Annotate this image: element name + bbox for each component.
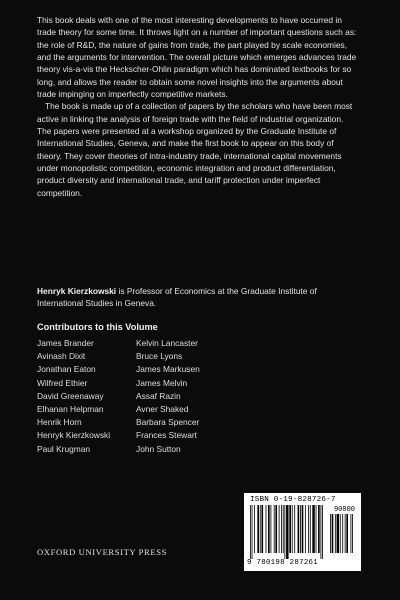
contributor-name: Henrik Horn	[37, 417, 82, 428]
author-description: is Professor of Economics at the Graduate Institute of International Studies in Geneva.	[37, 286, 317, 309]
contributors-heading: Contributors to this Volume	[37, 322, 158, 332]
contributor-name: Henryk Kierzkowski	[37, 430, 111, 441]
publisher-name: OXFORD UNIVERSITY PRESS	[37, 547, 167, 557]
contributor-name: Kelvin Lancaster	[136, 338, 198, 348]
contributor-name: Assaf Razin	[136, 390, 181, 401]
isbn-barcode	[244, 493, 361, 571]
author-name: Henryk Kierzkowski	[37, 286, 117, 296]
ean-barcode-bars	[250, 505, 328, 559]
contributor-name: Barbara Spencer	[136, 417, 200, 428]
contributor-name: Avner Shaked	[136, 404, 189, 415]
contributor-name: Bruce Lyons	[136, 351, 183, 362]
ean-digits: 9 780198 287261	[247, 559, 319, 567]
description-paragraph-1: This book deals with one of the most interesting developments to have occurred in trade theory for some time. It throws light on a number of important questions such as: the role of R&D, the nature of gains from trade, the part played by scale economies, and the arguments for intervention. The overall picture which emerges advances trade theory vis-a-vis the Heckscher-Ohlin paradigm which has dominated textbooks for so long, and allows the reader to obtain some novel insights into the arguments about trade impinging on imperfectly competitive markets.	[37, 15, 357, 100]
contributor-name: Frances Stewart	[136, 430, 197, 441]
contributor-name: Wilfred Ethier	[37, 377, 88, 388]
author-bio	[37, 285, 359, 310]
contributor-name: Paul Krugman	[37, 443, 91, 454]
contributor-name: James Brander	[37, 338, 94, 348]
price-code: 90000	[333, 506, 355, 514]
addon-barcode-bars	[330, 514, 356, 559]
contributor-name: Jonathan Eaton	[37, 364, 96, 375]
contributor-name: Elhanan Helpman	[37, 404, 104, 415]
contributor-name: James Melvin	[136, 377, 188, 388]
contributor-name: James Markusen	[136, 364, 200, 375]
contributors-column-left	[37, 337, 110, 456]
contributors-column-right	[136, 337, 200, 456]
contributor-name: John Sutton	[136, 443, 181, 454]
description-paragraph-2: The book is made up of a collection of papers by the scholars who have been most active in linking the analysis of foreign trade with the field of industrial organization. The papers were presented at a workshop organized by the Graduate Institute of International Studies, Geneva, and make the first book to appear on this body of theory. They cover theories of intra-industry trade, international capital movements under monopolistic competition, economic integration and product differentiation, product diversity and international trade, and tariff protection under imperfect competition.	[37, 101, 353, 198]
contributor-name: Avinash Dixit	[37, 351, 86, 362]
book-description	[37, 14, 359, 199]
isbn-number: ISBN 0-19-828726-7	[250, 496, 336, 504]
contributor-name: David Greenaway	[37, 390, 104, 401]
